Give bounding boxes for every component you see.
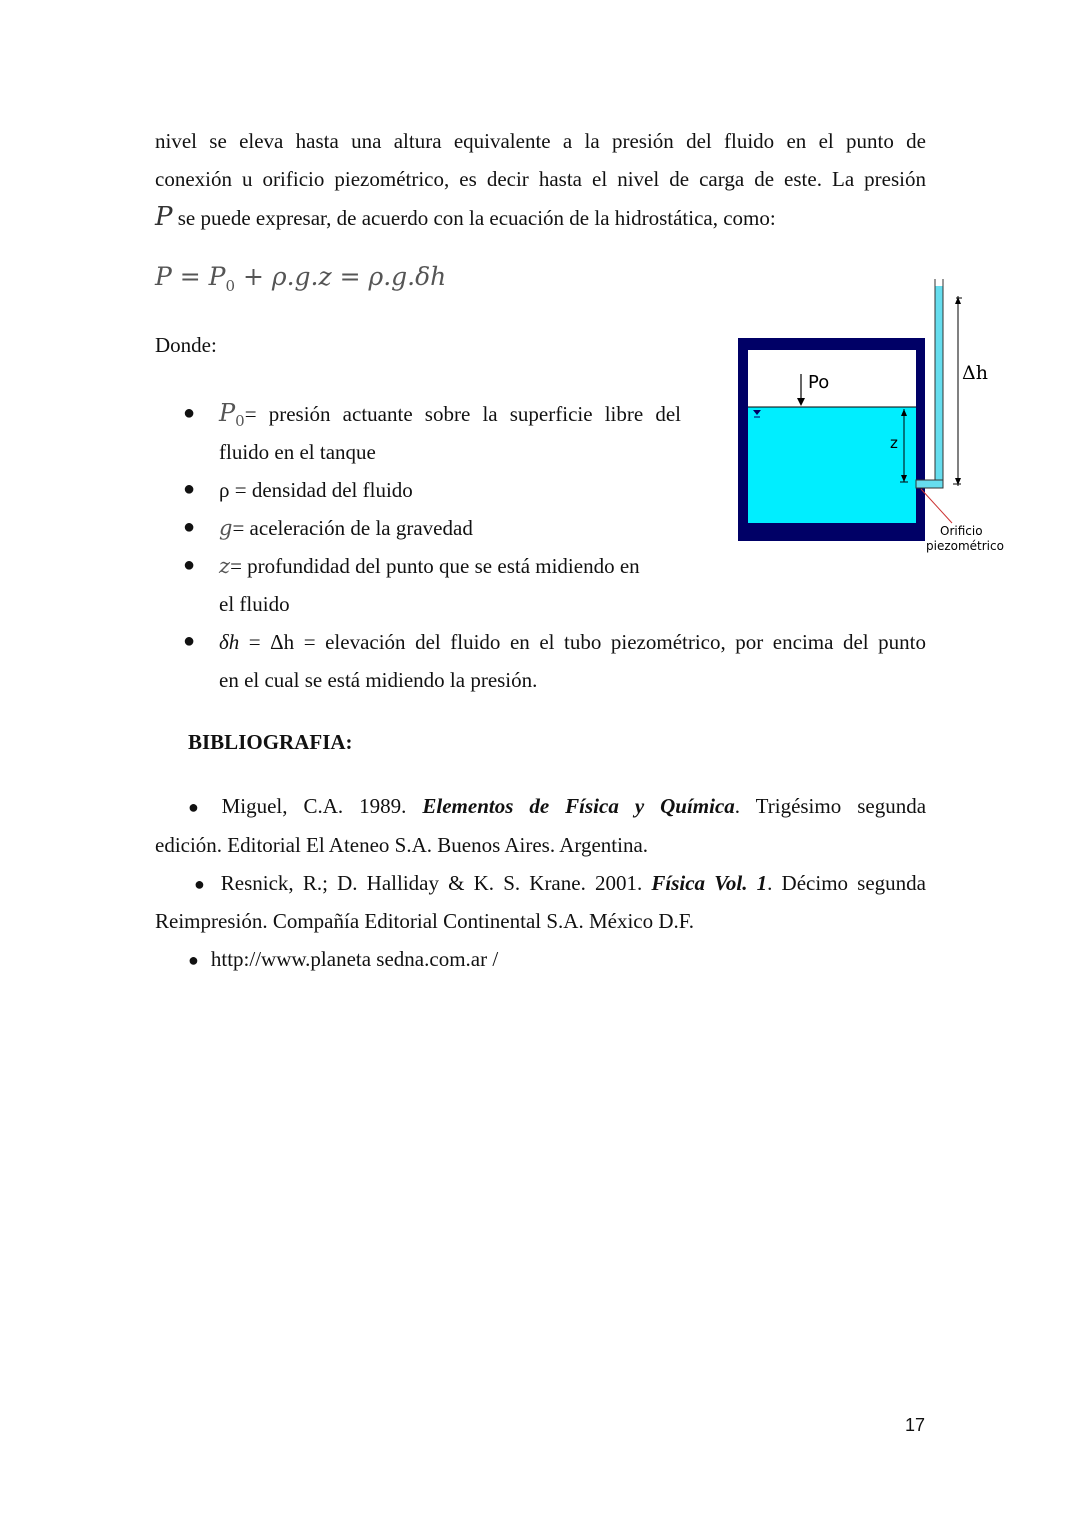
bibliography-heading: BIBLIOGRAFIA: (188, 730, 353, 754)
donde-label: Donde: (155, 333, 217, 357)
equation-middle: + ρ.g.z (235, 262, 332, 291)
bullet-marker: ● (183, 402, 196, 424)
definition-dh-line-1 (219, 623, 926, 661)
page-number: 17 (905, 1415, 926, 1435)
definition-p0-text: = presión actuante sobre la superficie libre del (244, 402, 681, 426)
bib-entry-2-post: . Décimo segunda (767, 871, 926, 895)
orificio-pointer (921, 489, 952, 523)
bib-entry-3-link[interactable]: http://www.planeta sedna.com.ar / (210, 947, 499, 971)
equation-equals-1: = (171, 262, 209, 291)
symbol-p0: P (219, 399, 236, 427)
definition-dh-line-2: en el cual se está midiendo la presión. (219, 668, 538, 692)
equation-equals-2: = (331, 262, 369, 291)
piezometer-tube-fluid (935, 286, 943, 486)
bib-entry-1-title: Elementos de Física y Química (422, 794, 735, 818)
paragraph-line-1: nivel se eleva hasta una altura equivalente a la presión del fluido en el punto de (155, 129, 926, 153)
bib-entry-3 (188, 940, 959, 979)
bullet-marker: ● (183, 554, 196, 576)
symbol-g: g (219, 516, 233, 540)
label-z: z (890, 434, 898, 452)
definition-z-text: = profundidad del punto que se está midiendo en (230, 554, 640, 578)
bib-entry-1-post: . Trigésimo segunda (734, 794, 927, 818)
definition-z-line-1 (219, 547, 640, 585)
bib-entry-2-title: Física Vol. 1 (651, 871, 768, 895)
tank-fluid (748, 407, 916, 523)
bullet-marker: ● (183, 630, 196, 652)
bullet-marker: ● (183, 516, 196, 538)
piezometer-diagram (730, 276, 1020, 561)
equation-lhs: P (155, 262, 172, 291)
definition-g (219, 509, 473, 547)
tank-air (748, 350, 916, 407)
bib-entry-1-line-2: edición. Editorial El Ateneo S.A. Buenos Aires. Argentina. (155, 833, 649, 857)
variable-p: P (155, 202, 173, 232)
definition-p0-line-2: fluido en el tanque (219, 440, 376, 464)
bullet-marker: ● (188, 950, 199, 970)
bib-entry-1-pre: Miguel, C.A. 1989. (221, 794, 423, 818)
bullet-marker: ● (183, 478, 196, 500)
symbol-z: z (219, 554, 231, 578)
paragraph-line-3-text: se puede expresar, de acuerdo con la ecuación de la hidrostática, como: (172, 206, 776, 230)
equation-p0-sub: 0 (225, 277, 236, 295)
hydrostatic-equation (155, 262, 446, 295)
definition-z-line-2: el fluido (219, 592, 290, 616)
bib-entry-2-pre: Resnick, R.; D. Halliday & K. S. Krane. 2001. (220, 871, 652, 895)
symbol-dh: δh (219, 630, 240, 654)
bib-entry-2-line-1 (194, 864, 926, 903)
label-delta-h: Δh (962, 362, 988, 384)
equation-rhs: ρ.g.δh (368, 262, 447, 291)
bullet-marker: ● (188, 797, 210, 817)
bib-entry-2-line-2: Reimpresión. Compañía Editorial Continental S.A. México D.F. (155, 909, 695, 933)
definition-rho: ρ = densidad del fluido (219, 478, 413, 502)
bullet-marker: ● (194, 874, 209, 894)
definition-g-text: = aceleración de la gravedad (232, 516, 473, 540)
paragraph-line-3 (155, 198, 926, 237)
label-orificio: Orificio (940, 524, 983, 538)
connection-pipe (916, 480, 943, 488)
label-po: Po (808, 372, 830, 393)
symbol-p0-sub: 0 (235, 412, 245, 431)
label-piezometrico: piezométrico (926, 539, 1004, 553)
definition-dh-text: = Δh = elevación del fluido en el tubo piezométrico, por encima del punto (239, 630, 926, 654)
paragraph-line-2: conexión u orificio piezométrico, es decir hasta el nivel de carga de este. La presión (155, 167, 926, 191)
bib-entry-1-line-1 (188, 787, 926, 826)
equation-p0: P (208, 262, 226, 291)
